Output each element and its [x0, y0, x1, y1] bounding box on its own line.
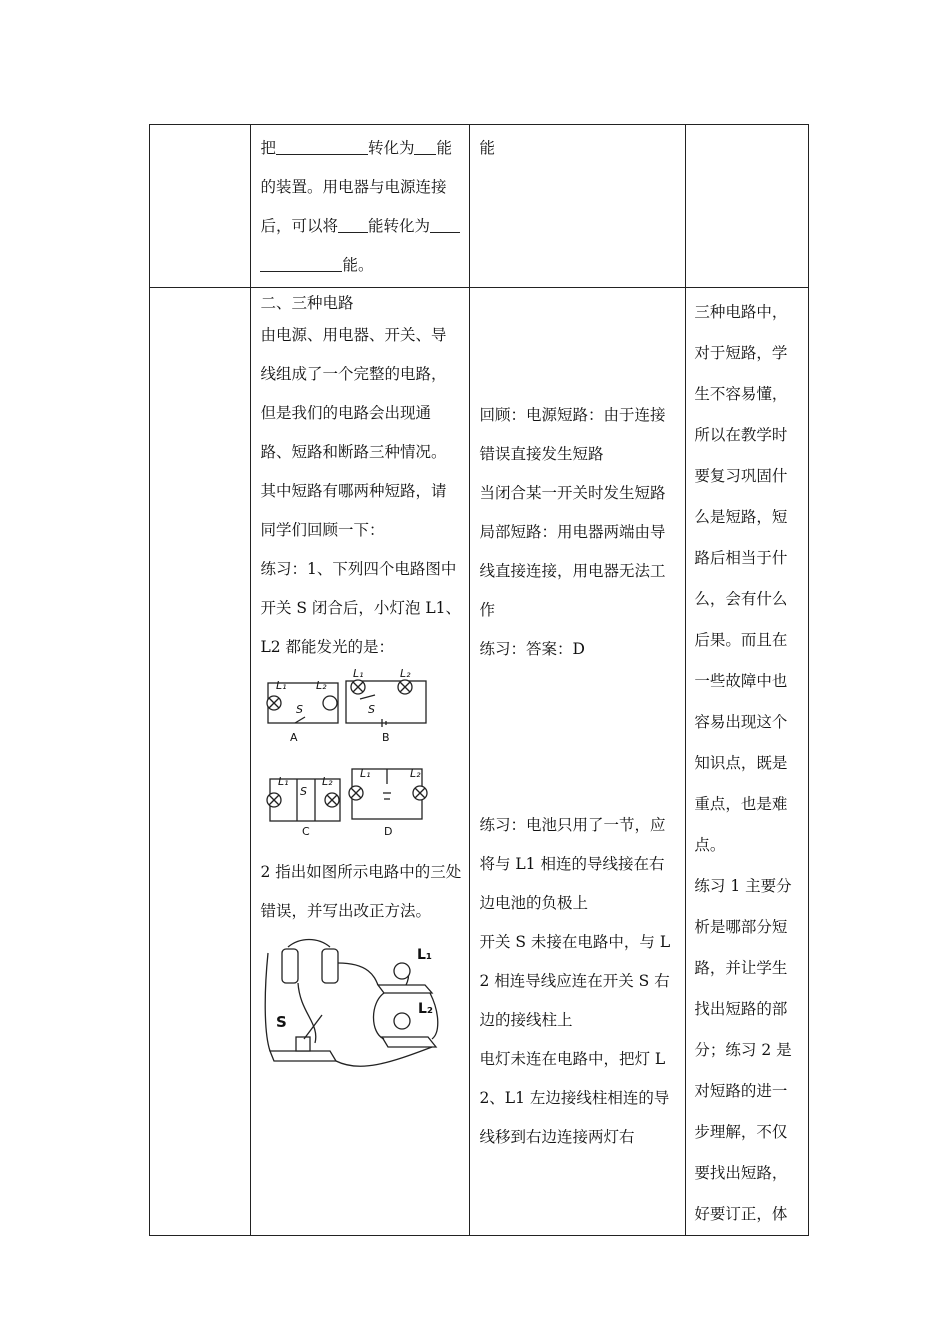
lamp-label: L₁ — [278, 775, 289, 788]
switch-label: S — [368, 703, 376, 716]
lamp-label: L₁ — [276, 679, 287, 692]
lamp-label: L₁ — [353, 669, 364, 680]
blank — [414, 138, 436, 155]
paragraph: 局部短路：用电器两端由导线直接连接，用电器无法工作 — [479, 523, 666, 619]
switch-label: S — [296, 703, 304, 716]
lesson-plan-table — [149, 124, 809, 1236]
notes-cell — [686, 288, 809, 1236]
paragraph: 练习：电池只用了一节，应将与 L1 相连的导线接在右边电池的负极上 — [479, 816, 666, 912]
paragraph: 三种电路中，对于短路，学生不容易懂，所以在教学时要复习巩固什么是短路，短路后相当于什么，会有什么后果。而且在一些故障中也容易出现这个知识点，既是重点，也是难点。 — [694, 303, 788, 854]
paragraph: 由电源、用电器、开关、导线组成了一个完整的电路，但是我们的电路会出现通路、短路和断路三种情况。其中短路有哪两种短路，请同学们回顾一下： — [260, 326, 447, 539]
empty-cell — [150, 125, 251, 288]
empty-cell — [686, 125, 809, 288]
paragraph: 开关 S 未接在电路中，与 L2 相连导线应连在开关 S 右边的接线柱上 — [479, 933, 671, 1029]
blank — [338, 216, 368, 233]
table-row — [150, 125, 809, 288]
lamp-label: L₂ — [418, 1001, 434, 1017]
switch-label: S — [300, 785, 308, 798]
text-line: 能。 — [260, 246, 461, 285]
paragraph: 当闭合某一开关时发生短路 — [479, 484, 666, 502]
lamp-label: L₁ — [417, 947, 433, 963]
switch-label: S — [276, 1013, 288, 1031]
diagram-label: D — [384, 825, 393, 838]
circuit-diagrams-figure — [260, 669, 460, 849]
content-cell — [470, 288, 686, 1236]
lamp-label: L₂ — [410, 767, 421, 780]
text-line: 能 — [479, 139, 495, 157]
content-cell — [251, 288, 470, 1236]
lamp-label: L₂ — [400, 669, 411, 680]
content-cell — [251, 125, 470, 288]
text-line: 的装置。用电器与电源连接 — [260, 178, 447, 196]
text-line: 后，可以将 能转化为 — [260, 207, 461, 246]
empty-cell — [150, 288, 251, 1236]
text-line: 把 转化为 能 — [260, 139, 452, 157]
diagram-label: B — [382, 731, 390, 744]
table-row — [150, 288, 809, 1236]
content-cell — [470, 125, 686, 288]
paragraph: 电灯未连在电路中，把灯 L2、L1 左边接线柱相连的导线移到右边连接两灯右 — [479, 1050, 670, 1146]
diagram-label: C — [302, 825, 311, 838]
paragraph: 练习：答案：D — [479, 640, 585, 658]
paragraph: 回顾：电源短路：由于连接错误直接发生短路 — [479, 406, 666, 463]
section-heading: 二、三种电路 — [260, 294, 354, 312]
diagram-label: A — [290, 731, 298, 744]
blank — [430, 216, 460, 233]
lamp-label: L₂ — [316, 679, 327, 692]
lamp-label: L₁ — [360, 767, 371, 780]
blank — [276, 138, 368, 155]
blank — [260, 255, 342, 272]
physical-circuit-figure — [260, 933, 450, 1083]
paragraph: 2 指出如图所示电路中的三处错误，并写出改正方法。 — [260, 863, 462, 920]
paragraph: 练习：1、下列四个电路图中开关 S 闭合后，小灯泡 L1、L2 都能发光的是： — [260, 560, 462, 656]
paragraph: 练习 1 主要分析是哪部分短路，并让学生找出短路的部分；练习 2 是对短路的进一步理解，不仅要找出短路，好要订正，体 — [694, 877, 792, 1223]
lamp-label: L₂ — [322, 775, 333, 788]
